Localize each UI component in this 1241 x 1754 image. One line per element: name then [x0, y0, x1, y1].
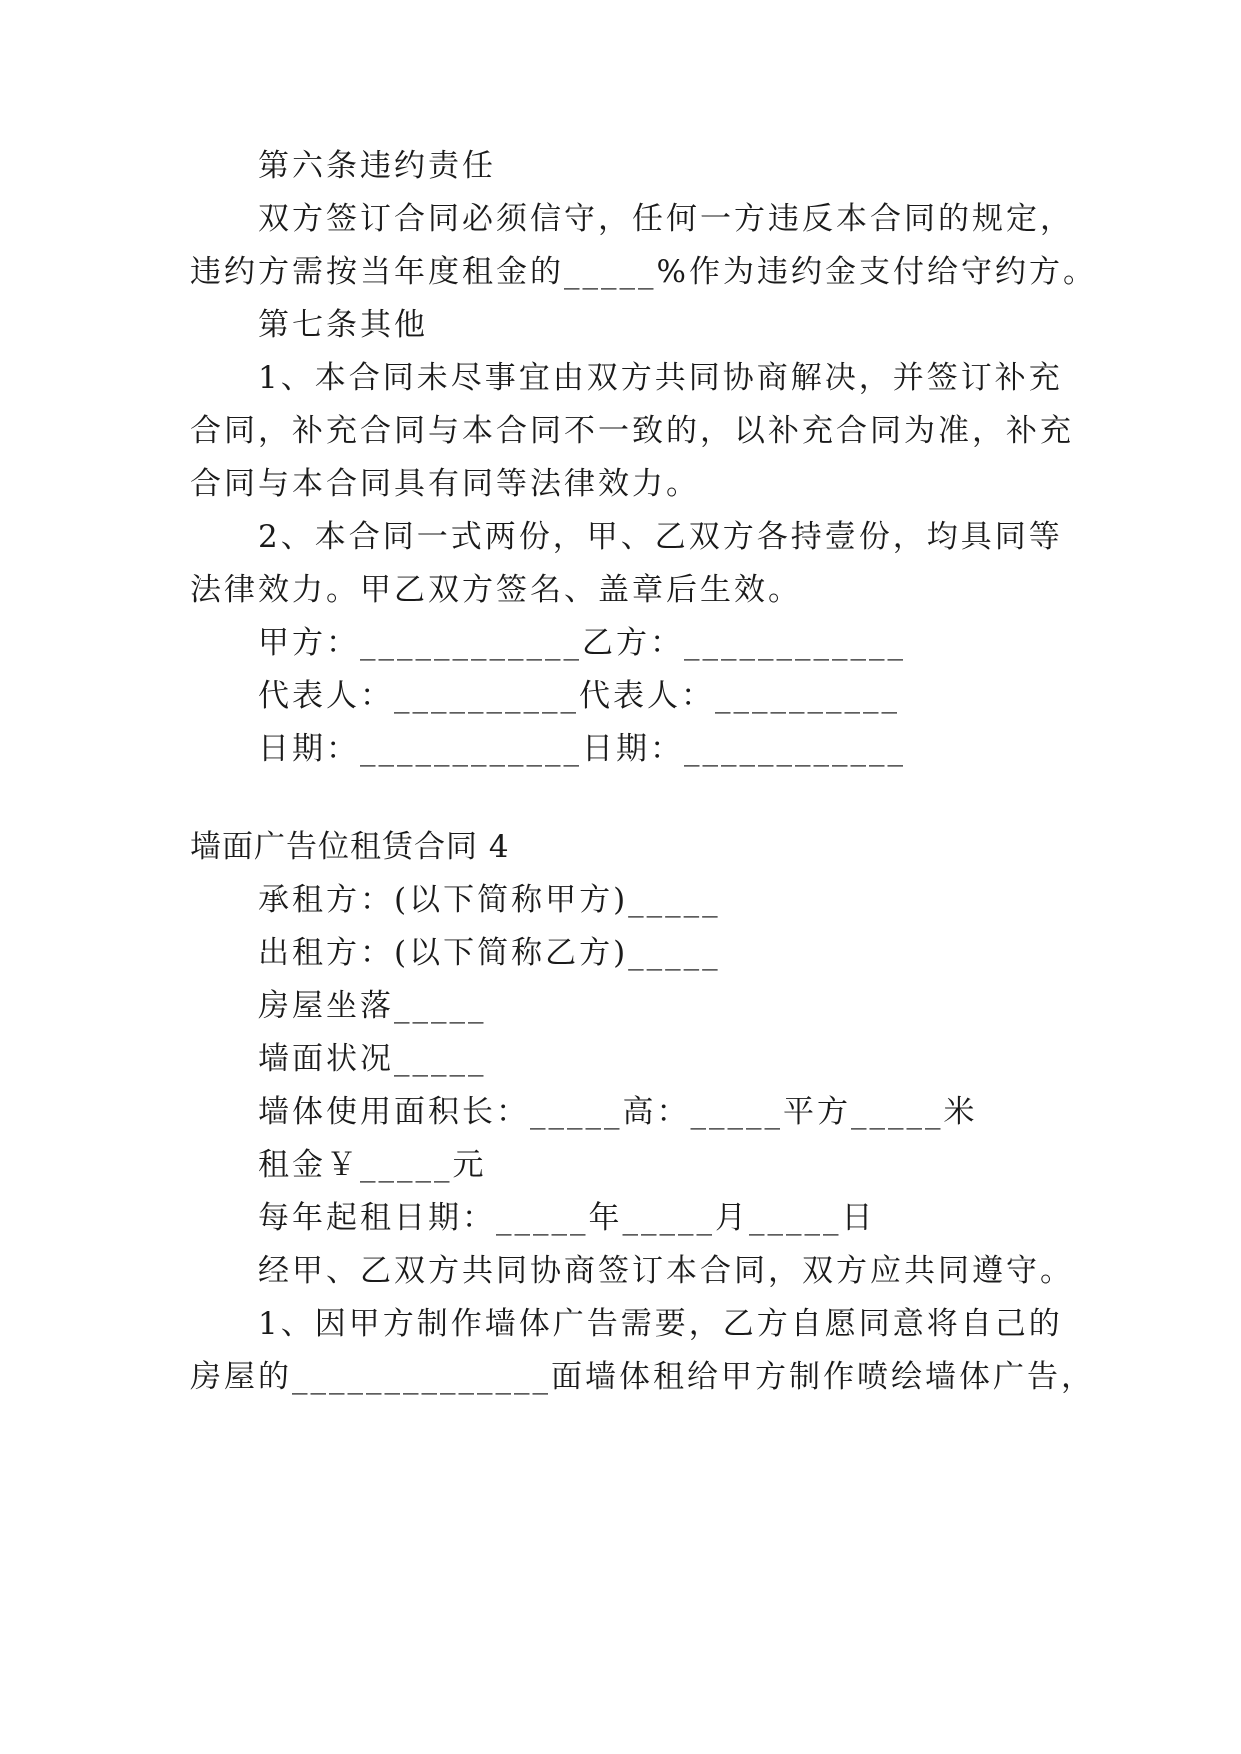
section7-item2-line1: 2、本合同一式两份，甲、乙双方各持壹份，均具同等 — [258, 519, 1063, 555]
contract4-lessor: 出租方：(以下简称乙方)_____ — [258, 935, 721, 971]
section6-para-line1: 双方签订合同必须信守，任何一方违反本合同的规定， — [258, 201, 1074, 237]
contract4-area: 墙体使用面积长：_____高：_____平方_____米 — [258, 1094, 978, 1130]
section7-item1-line3: 合同与本合同具有同等法律效力。 — [190, 466, 700, 502]
contract4-intro: 经甲、乙双方共同协商签订本合同，双方应共同遵守。 — [258, 1253, 1074, 1289]
section6-heading: 第六条违约责任 — [258, 148, 496, 184]
signature-representatives: 代表人：__________代表人：__________ — [258, 678, 900, 714]
contract4-location: 房屋坐落_____ — [258, 988, 487, 1024]
contract4-rent: 租金￥_____元 — [258, 1147, 487, 1183]
contract4-title: 墙面广告位租赁合同 4 — [190, 829, 510, 865]
section7-item2-line2: 法律效力。甲乙双方签名、盖章后生效。 — [190, 572, 802, 608]
section7-item1-line1: 1、本合同未尽事宜由双方共同协商解决，并签订补充 — [258, 360, 1063, 396]
contract4-clause1-line1: 1、因甲方制作墙体广告需要，乙方自愿同意将自己的 — [258, 1306, 1063, 1342]
section7-item1-line2: 合同，补充合同与本合同不一致的，以补充合同为准，补充 — [190, 413, 1074, 449]
section7-heading: 第七条其他 — [258, 307, 428, 343]
signature-dates: 日期：____________日期：____________ — [258, 731, 906, 767]
signature-parties: 甲方：____________乙方：____________ — [258, 625, 906, 661]
contract4-lessee: 承租方：(以下简称甲方)_____ — [258, 882, 721, 918]
contract4-wall-condition: 墙面状况_____ — [258, 1041, 487, 1077]
contract4-clause1-line2: 房屋的______________面墙体租给甲方制作喷绘墙体广告， — [190, 1359, 1095, 1395]
contract4-start-date: 每年起租日期：_____年_____月_____日 — [258, 1200, 876, 1236]
section6-para-line2: 违约方需按当年度租金的_____%作为违约金支付给守约方。 — [190, 254, 1097, 290]
